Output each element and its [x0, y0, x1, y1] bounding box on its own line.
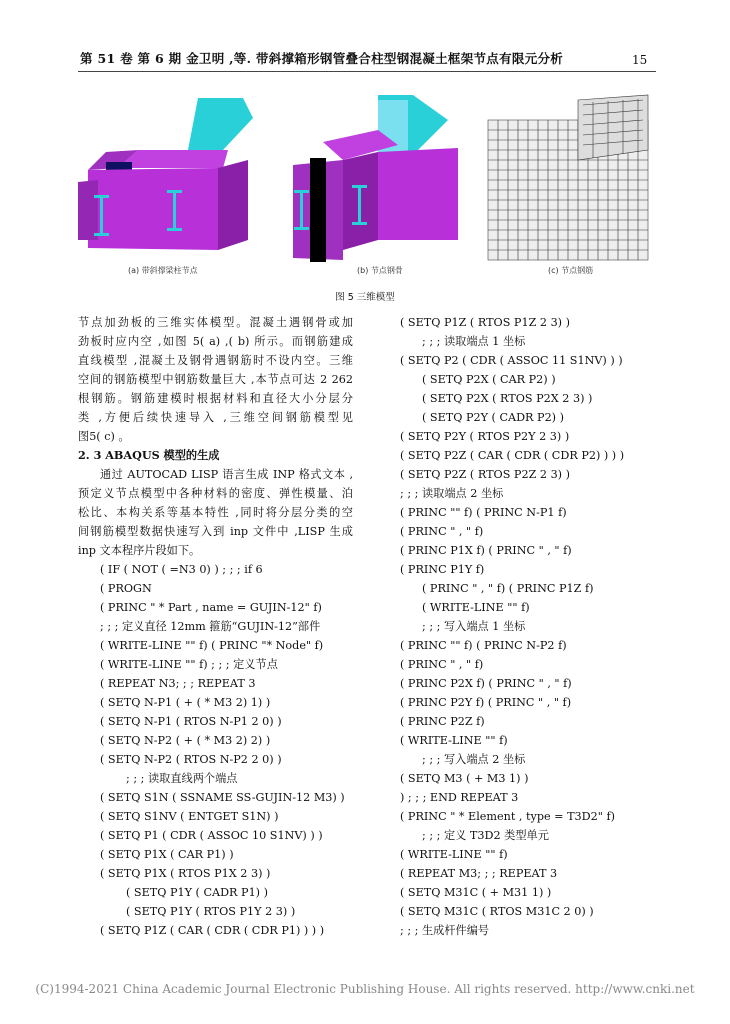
model-rebar-image	[488, 95, 648, 260]
body-text-line: 类 ,方便后续快速导入 ,三维空间钢筋模型见	[78, 411, 353, 424]
code-line: ; ; ; 生成杆件编号	[400, 924, 490, 937]
code-line: ( PROGN	[100, 582, 152, 595]
code-line: ( SETQ P2X ( CAR P2) )	[422, 373, 556, 386]
copyright-footer: (C)1994-2021 China Academic Journal Electronic Publishing House. All rights reserved. http://www.cnki.net	[35, 982, 695, 996]
code-line: ( REPEAT N3; ; ; REPEAT 3	[100, 677, 256, 690]
code-line: ( PRINC P2Y f) ( PRINC " , " f)	[400, 696, 572, 709]
code-line: ( SETQ P2Y ( CADR P2) )	[422, 411, 564, 424]
subcaption-c: (c) 节点钢筋	[548, 266, 594, 275]
code-line: ( PRINC " , " f)	[400, 525, 484, 538]
code-line: ( SETQ P1X ( CAR P1) )	[100, 848, 234, 861]
code-line: ; ; ; 读取端点 2 坐标	[400, 487, 504, 500]
subcaption-a: (a) 带斜撑梁柱节点	[128, 266, 198, 275]
code-line: ( PRINC P2X f) ( PRINC " , " f)	[400, 677, 572, 690]
code-line: ( PRINC " * Part , name = GUJIN-12" f)	[100, 601, 322, 614]
model-steel-image	[293, 95, 458, 262]
code-line: ( SETQ N-P2 ( RTOS N-P2 2 0) )	[100, 753, 282, 766]
code-line: ( SETQ P2 ( CDR ( ASSOC 11 S1NV) ) )	[400, 354, 623, 367]
code-line: ( SETQ P2X ( RTOS P2X 2 3) )	[422, 392, 593, 405]
code-line: ( REPEAT M3; ; ; REPEAT 3	[400, 867, 558, 880]
code-line: ( SETQ M31C ( RTOS M31C 2 0) )	[400, 905, 594, 918]
code-line: ( WRITE-LINE "" f) ( PRINC "* Node" f)	[100, 639, 324, 652]
page-number: 15	[632, 53, 648, 67]
code-line: ( SETQ P2Y ( RTOS P2Y 2 3) )	[400, 430, 570, 443]
body-text-line: 空间的钢筋模型中钢筋数量巨大 ,本节点可达 2 262	[78, 373, 353, 386]
code-line: ; ; ; 定义 T3D2 类型单元	[422, 829, 549, 842]
code-line: ( PRINC "" f) ( PRINC N-P2 f)	[400, 639, 567, 652]
body-text-line: 预定义节点模型中各种材料的密度、弹性模量、泊	[78, 487, 353, 500]
code-line: ( PRINC " * Element , type = T3D2" f)	[400, 810, 615, 823]
code-line: ( PRINC P1X f) ( PRINC " , " f)	[400, 544, 572, 557]
code-line: ( SETQ S1NV ( ENTGET S1N) )	[100, 810, 279, 823]
body-text-line: 直线模型 ,混凝土及钢骨遇钢筋时不设内空。三维	[78, 354, 353, 367]
section-heading: 2. 3 ABAQUS 模型的生成	[78, 448, 220, 462]
code-line: ( SETQ P2Z ( CAR ( CDR ( CDR P2) ) ) )	[400, 449, 625, 462]
code-line: ( SETQ P1Z ( RTOS P1Z 2 3) )	[400, 316, 570, 329]
code-line: ( SETQ N-P2 ( + ( * M3 2) 2) )	[100, 734, 271, 747]
code-line: ; ; ; 写入端点 1 坐标	[422, 620, 526, 633]
code-line: ( SETQ P1Z ( CAR ( CDR ( CDR P1) ) ) )	[100, 924, 325, 937]
code-line: ( WRITE-LINE "" f) ; ; ; 定义节点	[100, 658, 278, 671]
body-text-line: 松比、本构关系等基本特性 ,同时将分层分类的空	[78, 506, 353, 519]
code-line: ( PRINC " , " f) ( PRINC P1Z f)	[422, 582, 594, 595]
code-line: ( SETQ P1 ( CDR ( ASSOC 10 S1NV) ) )	[100, 829, 323, 842]
header-rule	[78, 71, 656, 72]
body-text-line: 间钢筋模型数据快速写入到 inp 文件中 ,LISP 生成	[78, 525, 353, 538]
figure-3d-models	[78, 90, 656, 265]
model-joint-image	[78, 98, 253, 250]
code-line: ( SETQ P2Z ( RTOS P2Z 2 3) )	[400, 468, 570, 481]
body-text-line: 节点加劲板的三维实体模型。混凝土遇钢骨或加	[78, 316, 353, 329]
body-text-line: 图5( c) 。	[78, 430, 130, 443]
code-line: ; ; ; 写入端点 2 坐标	[422, 753, 526, 766]
figure-caption: 图 5 三维模型	[335, 292, 395, 303]
code-line: ( IF ( NOT ( =N3 0) ) ; ; ; if 6	[100, 563, 263, 576]
code-line: ; ; ; 读取直线两个端点	[126, 772, 238, 785]
right-column	[400, 313, 670, 940]
code-line: ( WRITE-LINE "" f)	[400, 848, 508, 861]
code-line: ( PRINC "" f) ( PRINC N-P1 f)	[400, 506, 567, 519]
code-line: ; ; ; 读取端点 1 坐标	[422, 335, 526, 348]
code-line: ( SETQ M3 ( + M3 1) )	[400, 772, 529, 785]
body-text-line: inp 文本程序片段如下。	[78, 544, 201, 557]
code-line: ( PRINC " , " f)	[400, 658, 484, 671]
code-line: ( SETQ N-P1 ( + ( * M3 2) 1) )	[100, 696, 271, 709]
body-text-line: 根钢筋。钢筋建模时根据材料和直径大小分层分	[78, 392, 353, 405]
code-line: ( WRITE-LINE "" f)	[422, 601, 530, 614]
code-line: ( PRINC P2Z f)	[400, 715, 485, 728]
code-line: ( SETQ P1Y ( RTOS P1Y 2 3) )	[126, 905, 296, 918]
left-column	[78, 313, 353, 940]
code-line: ( WRITE-LINE "" f)	[400, 734, 508, 747]
code-line: ( PRINC P1Y f)	[400, 563, 485, 576]
running-header: 第 51 卷 第 6 期 金卫明 ,等. 带斜撑箱形钢管叠合柱型钢混凝土框架节点有限元分析	[80, 51, 564, 66]
code-line: ( SETQ P1Y ( CADR P1) )	[126, 886, 268, 899]
code-line: ( SETQ N-P1 ( RTOS N-P1 2 0) )	[100, 715, 282, 728]
body-text-line: 通过 AUTOCAD LISP 语言生成 INP 格式文本 ,	[100, 468, 353, 481]
code-line: ; ; ; 定义直径 12mm 箍筋“GUJIN-12”部件	[100, 620, 321, 633]
subcaption-b: (b) 节点钢骨	[357, 266, 403, 275]
code-line: ) ; ; ; END REPEAT 3	[400, 791, 519, 804]
body-text-line: 劲板时应内空 ,如图 5( a) ,( b) 所示。而钢筋建成	[78, 335, 353, 348]
code-line: ( SETQ P1X ( RTOS P1X 2 3) )	[100, 867, 271, 880]
code-line: ( SETQ M31C ( + M31 1) )	[400, 886, 552, 899]
code-line: ( SETQ S1N ( SSNAME SS-GUJIN-12 M3) )	[100, 791, 345, 804]
